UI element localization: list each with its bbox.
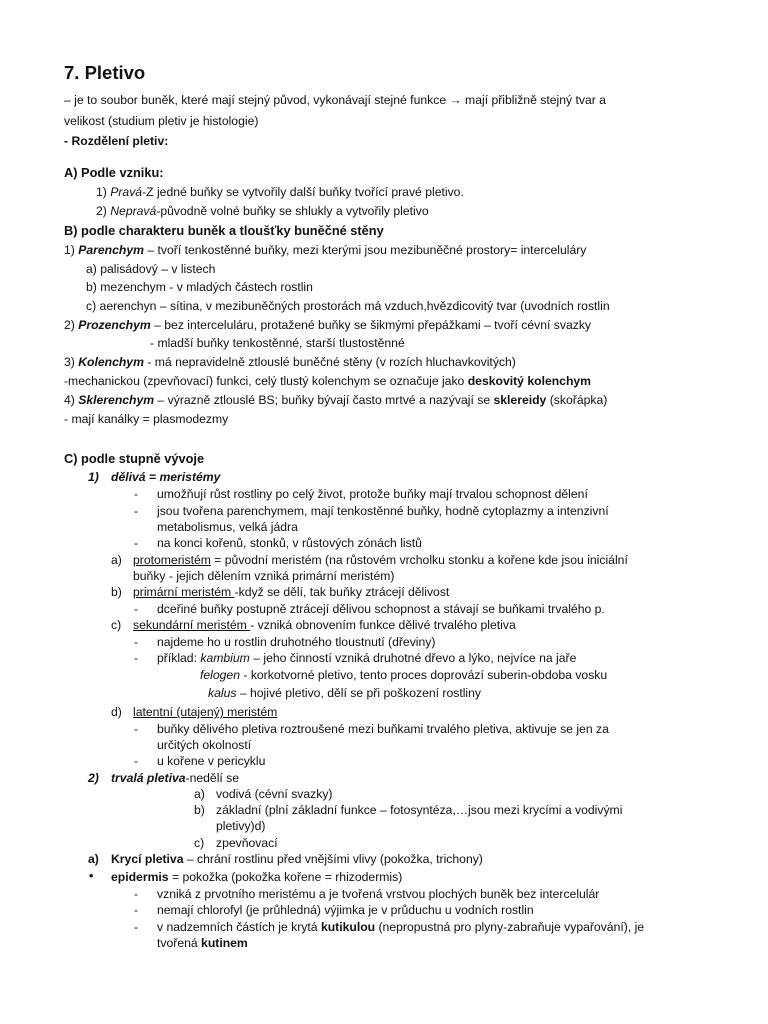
protomeristem-cont: buňky - jejich dělením vzniká primární meristém) bbox=[133, 569, 395, 583]
item-text: -původně volné buňky se shlukly a vytvořily pletivo bbox=[156, 204, 429, 218]
term: Pravá bbox=[110, 185, 143, 199]
dash-marker: - bbox=[134, 754, 139, 768]
bullet-marker: • bbox=[89, 869, 94, 883]
list-number: 3) bbox=[64, 355, 75, 369]
item-text: – bez interceluláru, protažené buňky se šikmými přepážkami – tvoří cévní svazky bbox=[150, 318, 592, 332]
meristemy-bullet-3: na konci kořenů, stonků, v růstových zónách listů bbox=[157, 536, 422, 550]
list-number: 2) bbox=[64, 318, 75, 332]
dash-marker: - bbox=[134, 903, 139, 917]
trvala-pletiva-heading bbox=[111, 771, 239, 786]
term: trvalá pletiva bbox=[111, 771, 186, 785]
item-text: -mechanickou (zpevňovací) funkci, celý tlustý kolenchym se označuje jako bbox=[64, 374, 468, 388]
list-number: 1) bbox=[96, 185, 107, 199]
list-letter: a) bbox=[111, 553, 122, 567]
item-text: - vzniká obnovením funkce dělivé trvalého pletiva bbox=[250, 618, 516, 632]
dash-marker: - bbox=[134, 536, 139, 550]
sklerenchym-cont: - mají kanálky = plasmodezmy bbox=[64, 412, 229, 426]
list-number: 4) bbox=[64, 393, 75, 407]
latentni-bullet-2: u kořene v pericyklu bbox=[157, 754, 266, 768]
item-text: -Z jedné buňky se vytvořily další buňky tvořící pravé pletivo. bbox=[142, 185, 464, 199]
item-text: -nedělí se bbox=[185, 771, 240, 785]
trvala-item-a: vodivá (cévní svazky) bbox=[216, 787, 333, 801]
kolenchym-cont bbox=[64, 374, 591, 389]
dash-marker: - bbox=[134, 504, 139, 518]
prozenchym-cont: - mladší buňky tenkostěnné, starší tlustostěnné bbox=[150, 336, 405, 350]
trvala-item-b2: pletivy)d) bbox=[216, 819, 266, 833]
list-letter: c) bbox=[194, 836, 205, 850]
epidermis-bullet-3b bbox=[157, 936, 248, 951]
term: protomeristém bbox=[133, 553, 211, 567]
item-text: = původní meristém (na růstovém vrcholku stonku a kořene kde jsou iniciální bbox=[210, 553, 628, 567]
meristemy-heading: dělivá = meristémy bbox=[111, 470, 221, 484]
list-number: 1) bbox=[64, 243, 75, 257]
intro-line-1: – je to soubor buněk, které mají stejný původ, vykonávají stejné funkce → mají přibližně stejný tvar a bbox=[64, 93, 606, 107]
item-text: příklad: bbox=[157, 651, 201, 665]
term: kambium bbox=[200, 651, 250, 665]
term: sekundární meristém bbox=[133, 618, 251, 632]
list-number: 2) bbox=[88, 771, 99, 785]
term: kutikulou bbox=[320, 920, 376, 934]
item-text: -když se dělí, tak buňky ztrácejí dělivost bbox=[234, 585, 450, 599]
meristemy-bullet-2b: metabolismus, velká jádra bbox=[157, 520, 298, 534]
item-text: – tvoří tenkostěnné buňky, mezi kterými jsou mezibuněčné prostory= interceluláry bbox=[143, 243, 587, 257]
term: kutinem bbox=[201, 936, 248, 950]
term: primární meristém bbox=[133, 585, 235, 599]
item-text: (nepropustná pro plyny-zabraňuje vypařování), je bbox=[375, 920, 645, 934]
list-number: 2) bbox=[96, 204, 107, 218]
term: Kolenchym bbox=[78, 355, 144, 369]
intro-line-3: - Rozdělení pletiv: bbox=[64, 134, 169, 148]
epidermis-bullet-2: nemají chlorofyl (je průhledná) výjimka je v průduchu u vodních rostlin bbox=[157, 903, 534, 917]
dash-marker: - bbox=[134, 602, 139, 616]
section-a-item-2 bbox=[96, 204, 429, 219]
term: deskovitý kolenchym bbox=[467, 374, 592, 388]
term: felogen bbox=[200, 668, 240, 682]
dash-marker: - bbox=[134, 722, 139, 736]
prozenchym-line bbox=[64, 318, 591, 333]
term: Krycí pletiva bbox=[111, 852, 184, 866]
epidermis-bullet-3a bbox=[157, 920, 644, 935]
kalus-line bbox=[208, 686, 481, 701]
item-text: (skořápka) bbox=[546, 393, 608, 407]
item-text: - korkotvorné pletivo, tento proces doprovází suberin-obdoba vosku bbox=[239, 668, 608, 682]
epidermis-bullet-1: vzniká z prvotního meristému a je tvořená vrstvou plochých buněk bez intercelulár bbox=[157, 887, 600, 901]
sekundarni-meristem-line bbox=[133, 618, 516, 633]
item-text: – jeho činností vzniká druhotné dřevo a lýko, nejvíce na jaře bbox=[249, 651, 577, 665]
section-a-item-1 bbox=[96, 185, 464, 200]
latentni-bullet-1b: určitých okolností bbox=[157, 738, 252, 752]
list-letter: a) bbox=[194, 787, 205, 801]
list-letter: a) bbox=[88, 852, 99, 866]
page-title: 7. Pletivo bbox=[64, 62, 146, 83]
dash-marker: - bbox=[134, 635, 139, 649]
term: sklereidy bbox=[493, 393, 547, 407]
dash-marker: - bbox=[134, 651, 139, 665]
dash-marker: - bbox=[134, 487, 139, 501]
list-letter: c) bbox=[111, 618, 122, 632]
latentni-meristem-heading: latentní (utajený) meristém bbox=[133, 705, 278, 719]
list-number: 1) bbox=[88, 470, 99, 484]
latentni-bullet-1a: buňky dělivého pletiva roztroušené mezi buňkami trvalého pletiva, aktivuje se jen za bbox=[157, 722, 609, 736]
trvala-item-c: zpevňovací bbox=[216, 836, 278, 850]
dash-marker: - bbox=[134, 887, 139, 901]
item-text: – chrání rostlinu před vnějšími vlivy (pokožka, trichony) bbox=[183, 852, 483, 866]
section-c-heading: C) podle stupně vývoje bbox=[64, 451, 205, 466]
section-b-heading: B) podle charakteru buněk a tloušťky buněčné stěny bbox=[64, 223, 384, 238]
parenchym-sub-b: b) mezenchym - v mladých částech rostlin bbox=[86, 280, 313, 294]
primarni-meristem-line bbox=[133, 585, 449, 600]
parenchym-sub-c: c) aerenchyn – sítina, v mezibuněčných prostorách má vzduch,hvězdicovitý tvar (uvodních rostlin bbox=[86, 299, 610, 313]
parenchym-line bbox=[64, 243, 586, 258]
kryci-pletiva-line bbox=[111, 852, 483, 867]
primarni-bullet-1: dceřiné buňky postupně ztrácejí dělivou schopnost a stávají se buňkami trvalého p. bbox=[157, 602, 605, 616]
item-text: v nadzemních částích je krytá bbox=[157, 920, 321, 934]
term: Prozenchym bbox=[78, 318, 151, 332]
parenchym-sub-a: a) palisádový – v listech bbox=[86, 262, 216, 276]
dash-marker: - bbox=[134, 920, 139, 934]
sklerenchym-line bbox=[64, 393, 607, 408]
felogen-line bbox=[200, 668, 607, 683]
intro-line-2: velikost (studium pletiv je histologie) bbox=[64, 114, 259, 128]
item-text: - má nepravidelně ztlouslé buněčné stěny (v rozích hluchavkovitých) bbox=[143, 355, 516, 369]
epidermis-line bbox=[111, 870, 402, 885]
protomeristem-line bbox=[133, 553, 628, 568]
list-letter: d) bbox=[111, 705, 122, 719]
item-text: – výrazně ztlouslé BS; buňky bývají často mrtvé a nazývají se bbox=[154, 393, 494, 407]
meristemy-bullet-2a: jsou tvořena parenchymem, mají tenkostěnné buňky, hodně cytoplazmy a intenzivní bbox=[157, 504, 609, 518]
item-text: tvořená bbox=[157, 936, 202, 950]
meristemy-bullet-1: umožňují růst rostliny po celý život, protože buňky mají trvalou schopnost dělení bbox=[157, 487, 588, 501]
item-text: = pokožka (pokožka kořene = rhizodermis) bbox=[168, 870, 403, 884]
term: Nepravá bbox=[110, 204, 157, 218]
term: Sklerenchym bbox=[78, 393, 155, 407]
term: Parenchym bbox=[78, 243, 144, 257]
item-text: – hojivé pletivo, dělí se při poškození rostliny bbox=[236, 686, 482, 700]
sekundarni-bullet-2 bbox=[157, 651, 576, 666]
kolenchym-line bbox=[64, 355, 516, 370]
section-a-heading: A) Podle vzniku: bbox=[64, 165, 164, 180]
trvala-item-b1: základní (plní základní funkce – fotosyntéza,…jsou mezi krycími a vodivými bbox=[216, 803, 623, 817]
sekundarni-bullet-1: najdeme ho u rostlin druhotného tloustnutí (dřeviny) bbox=[157, 635, 436, 649]
list-letter: b) bbox=[194, 803, 205, 817]
list-letter: b) bbox=[111, 585, 122, 599]
term: epidermis bbox=[111, 870, 169, 884]
term: kalus bbox=[208, 686, 237, 700]
